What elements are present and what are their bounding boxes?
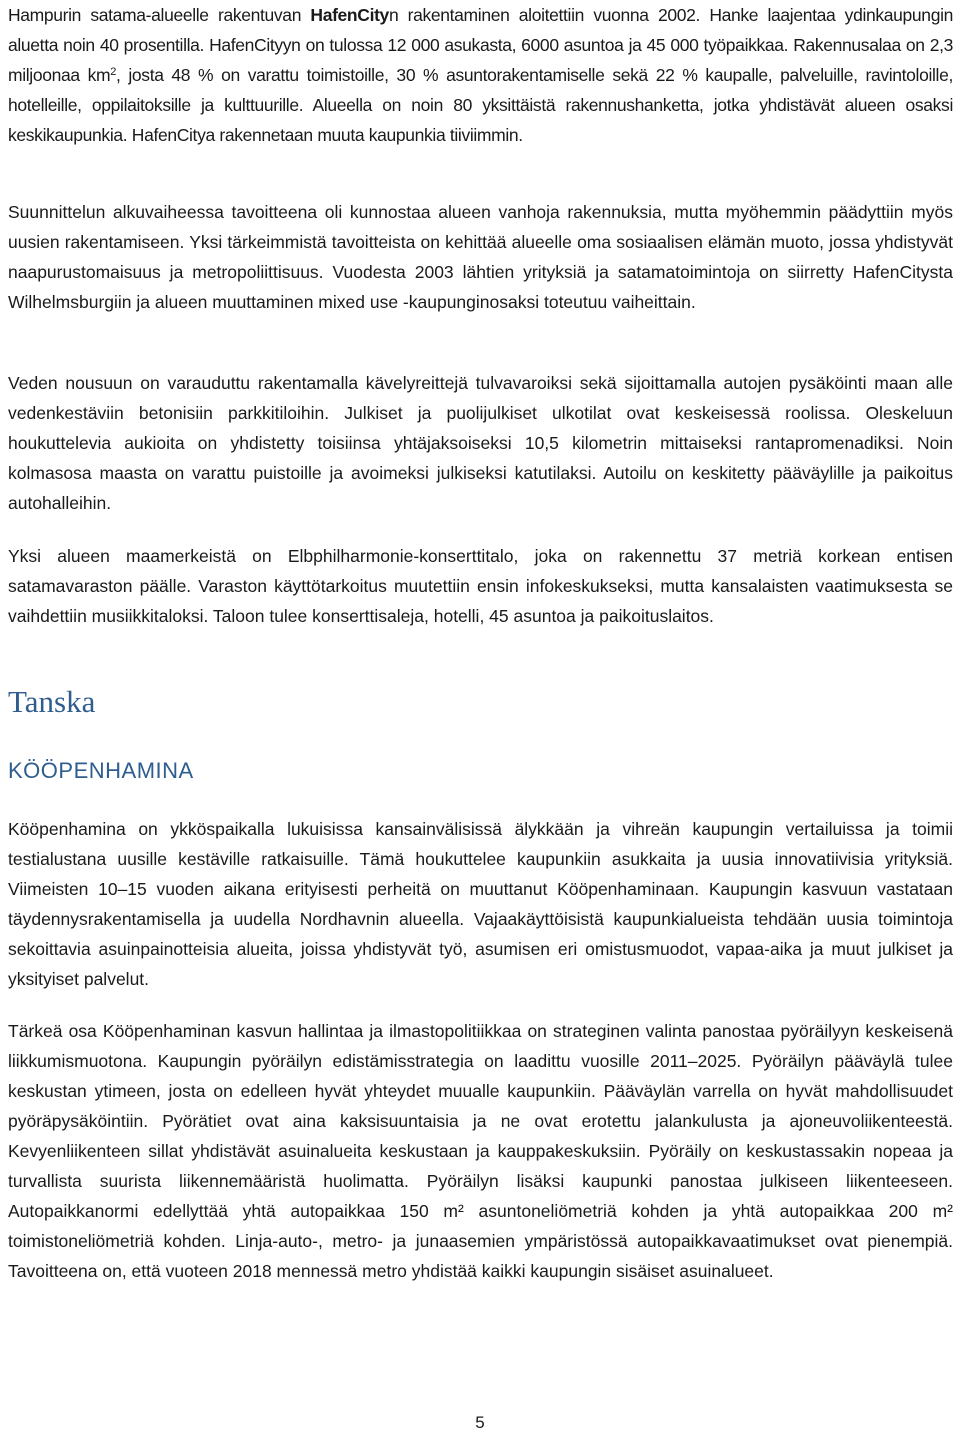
p1-text-b: n rakentaminen aloitettiin vuonna 2002. Hanke laajentaa ydinkaupungin aluetta noin 40 prosentilla. HafenCityyn on tulossa 12 000 asukasta, 6000 asuntoa ja 45 000 työpaikkaa. Rakennusalaa on 2,3 miljoonaa km — [8, 5, 953, 85]
paragraph-flood-protection: Veden nousuun on varauduttu rakentamalla kävelyreittejä tulvavaroiksi sekä sijoittamalla autojen pysäköinti maan alle vedenkestäviin betonisiin parkkitiloihin. Julkiset ja puolijulkiset ulkotilat ovat keskeisessä roolissa. Oleskeluun houkuttelevia aukioita on yhdistetty toisiinsa yhtäjaksoiseksi 10,5 kilometrin mittaiseksi rantapromenadiksi. Noin kolmasosa maasta on varattu puistoille ja avoimeksi julkiseksi katutilaksi. Autoilu on keskitetty pääväylille ja paikoitus autohalleihin. — [8, 373, 953, 513]
p1-text-c: , josta 48 % on varattu toimistoille, 30 % asuntorakentamiselle sekä 22 % kaupalle, palveluille, ravintoloille, hotelleille, oppilaitoksille ja kulttuurille. Alueella on noin 80 yksittäistä rakennushanketta, jotka yhdistävät alueen osaksi keskikaupunkia. HafenCitya rakennetaan muuta kaupunkia tiiviimmin. — [8, 65, 953, 145]
heading-country: Tanska — [8, 684, 96, 719]
p1-text-a: Hampurin satama-alueelle rakentuvan — [8, 5, 311, 25]
heading-city: KÖÖPENHAMINA — [8, 758, 194, 783]
p1-bold-hafencity: HafenCity — [310, 5, 389, 25]
paragraph-copenhagen-intro: Kööpenhamina on ykköspaikalla lukuisissa kansainvälisissä älykkään ja vihreän kaupungin vertailuissa ja toimii testialustana uusille kestäville ratkaisuille. Tämä houkuttelee kaupunkiin asukkaita ja uusia innovatiivisia yrityksiä. Viimeisten 10–15 vuoden aikana erityisesti perheitä on muuttanut Kööpenhaminaan. Kaupungin kasvuun vastataan täydennysrakentamisella ja uudella Nordhavnin alueella. Vajaakäyttöisistä kaupunkialueista tehdään uusia toimintoja sekoittavia asuinpainotteisia alueita, joissa yhdistyvät työ, asumisen eri omistusmuodot, vapaa-aika ja muut julkiset ja yksityiset palvelut. — [8, 819, 953, 989]
paragraph-hafencity-intro — [8, 0, 953, 150]
paragraph-elbphilharmonie: Yksi alueen maamerkeistä on Elbphilharmonie-konserttitalo, joka on rakennettu 37 metriä korkean entisen satamavaraston päälle. Varaston käyttötarkoitus muutettiin ensin infokeskukseksi, mutta kansalaisten vaatimuksesta se vaihdettiin musiikkitaloksi. Taloon tulee konserttisaleja, hotelli, 45 asuntoa ja paikoituslaitos. — [8, 546, 953, 626]
p1-superscript: 2 — [110, 66, 117, 78]
paragraph-planning: Suunnittelun alkuvaiheessa tavoitteena oli kunnostaa alueen vanhoja rakennuksia, mutta myöhemmin päädyttiin myös uusien rakentamiseen. Yksi tärkeimmistä tavoitteista on kehittää alueelle oma sosiaalisen elämän muoto, jossa yhdistyvät naapurustomaisuus ja metropoliittisuus. Vuodesta 2003 lähtien yrityksiä ja satamatoimintoja on siirretty HafenCitysta Wilhelmsburgiin ja alueen muuttaminen mixed use -kaupunginosaksi toteutuu vaiheittain. — [8, 202, 953, 312]
page-number: 5 — [475, 1413, 485, 1432]
paragraph-copenhagen-cycling: Tärkeä osa Kööpenhaminan kasvun hallintaa ja ilmastopolitiikkaa on strateginen valinta panostaa pyöräilyyn keskeisenä liikkumismuotona. Kaupungin pyöräilyn edistämisstrategia on laadittu vuosille 2011–2025. Pyöräilyn pääväylä tulee keskustan ytimeen, josta on edelleen hyvät yhteydet muualle kaupunkiin. Pääväylän varrella on hyvät mahdollisuudet pyöräpysäköintiin. Pyörätiet ovat aina kaksisuuntaisia ja ne ovat erotettu jalankulusta ja ajoneuvoliikenteestä. Kevyenliikenteen sillat yhdistävät asuinalueita keskustaan ja kauppakeskuksiin. Pyöräily on keskustassakin nopeaa ja turvallista suurista liikennemääristä huolimatta. Pyöräilyn lisäksi kaupunki panostaa julkiseen liikenteeseen. Autopaikkanormi edellyttää yhtä autopaikkaa 150 m² asuntoneliömetriä kohden ja yhtä autopaikkaa 200 m² toimistoneliömetriä kohden. Linja-auto-, metro- ja junaasemien ympäristössä autopaikkavaatimukset ovat pienempiä. Tavoitteena on, että vuoteen 2018 mennessä metro yhdistää kaikki kaupungin sisäiset asuinalueet. — [8, 1021, 953, 1281]
